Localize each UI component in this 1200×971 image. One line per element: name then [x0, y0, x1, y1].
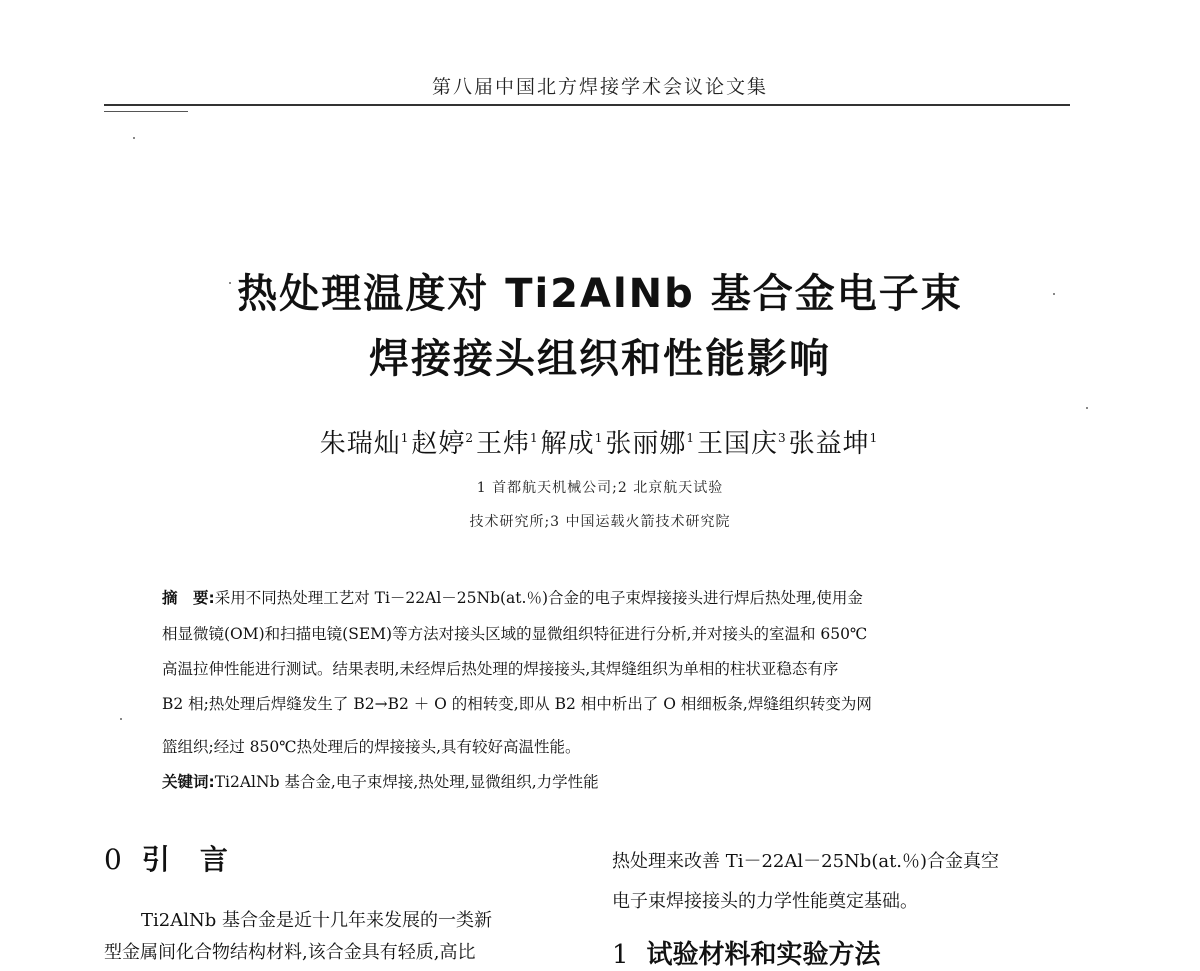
- author-name: 张丽娜: [605, 429, 687, 459]
- author-name: 张益坤: [788, 429, 870, 459]
- body-text-line: 热处理来改善 Ti－22Al－25Nb(at.％)合金真空: [612, 851, 1000, 872]
- author-name: 王炜: [476, 429, 531, 459]
- body-text-line: Ti2AlNb 基合金是近十几年来发展的一类新: [141, 910, 492, 931]
- abstract-line: B2 相;热处理后焊缝发生了 B2→B2 ＋ O 的相转变,即从 B2 相中析出了 O 相细板条,焊缝组织转变为网: [162, 695, 872, 713]
- section-number: 1: [612, 940, 629, 970]
- header-rule: [104, 104, 1070, 106]
- author-affiliation-mark: 1: [869, 431, 879, 446]
- abstract-line: 高温拉伸性能进行测试。结果表明,未经焊后热处理的焊接接头,其焊缝组织为单相的柱状亚稳态有序: [162, 660, 839, 678]
- abstract-line: 篮组织;经过 850℃热处理后的焊接接头,具有较好高温性能。: [162, 738, 581, 756]
- abstract-label: 摘 要:: [162, 589, 215, 607]
- running-head: 第八届中国北方焊接学术会议论文集: [431, 76, 768, 98]
- author-affiliation-mark: 2: [465, 431, 475, 446]
- author-affiliation-mark: 1: [530, 431, 539, 446]
- section-number: 0: [104, 843, 122, 876]
- scan-speck: [1086, 407, 1088, 409]
- paper-title-line-2: 焊接接头组织和性能影响: [369, 336, 831, 382]
- scan-speck: [133, 137, 135, 139]
- section-heading-materials: [612, 934, 881, 971]
- author-affiliation-mark: 3: [778, 431, 787, 446]
- header-rule-accent: [104, 111, 188, 112]
- author-name: 赵婷: [411, 429, 466, 459]
- scan-speck: [120, 718, 122, 720]
- paper-title-line-1: 热处理温度对 Ti2AlNb 基合金电子束: [237, 271, 963, 317]
- author-name: 王国庆: [696, 429, 778, 459]
- author-affiliation-mark: 1: [400, 431, 410, 446]
- section-title: 引言: [141, 843, 258, 876]
- keywords-label: 关键词:: [162, 773, 215, 791]
- affiliation-line-1: 1 首都航天机械公司;2 北京航天试验: [476, 480, 724, 496]
- author-list: [0, 423, 1200, 460]
- abstract-line: [162, 588, 1022, 608]
- body-text-line: 型金属间化合物结构材料,该合金具有轻质,高比: [104, 942, 476, 963]
- body-text-line: 电子束焊接接头的力学性能奠定基础。: [612, 891, 918, 912]
- keywords-line: [162, 772, 1022, 792]
- keywords-text: Ti2AlNb 基合金,电子束焊接,热处理,显微组织,力学性能: [214, 773, 599, 791]
- abstract-text: 采用不同热处理工艺对 Ti－22Al－25Nb(at.％)合金的电子束焊接接头进行焊后热处理,使用金: [214, 589, 863, 607]
- affiliation-line-2: 技术研究所;3 中国运载火箭技术研究院: [469, 514, 731, 530]
- section-heading-introduction: [104, 838, 258, 878]
- abstract-line: 相显微镜(OM)和扫描电镜(SEM)等方法对接头区域的显微组织特征进行分析,并对接头的室温和 650℃: [162, 625, 868, 643]
- author-name: 解成: [540, 429, 595, 459]
- author-affiliation-mark: 1: [594, 431, 604, 446]
- author-name: 朱瑞灿: [319, 429, 401, 459]
- author-affiliation-mark: 1: [686, 431, 695, 446]
- section-title: 试验材料和实验方法: [646, 940, 881, 970]
